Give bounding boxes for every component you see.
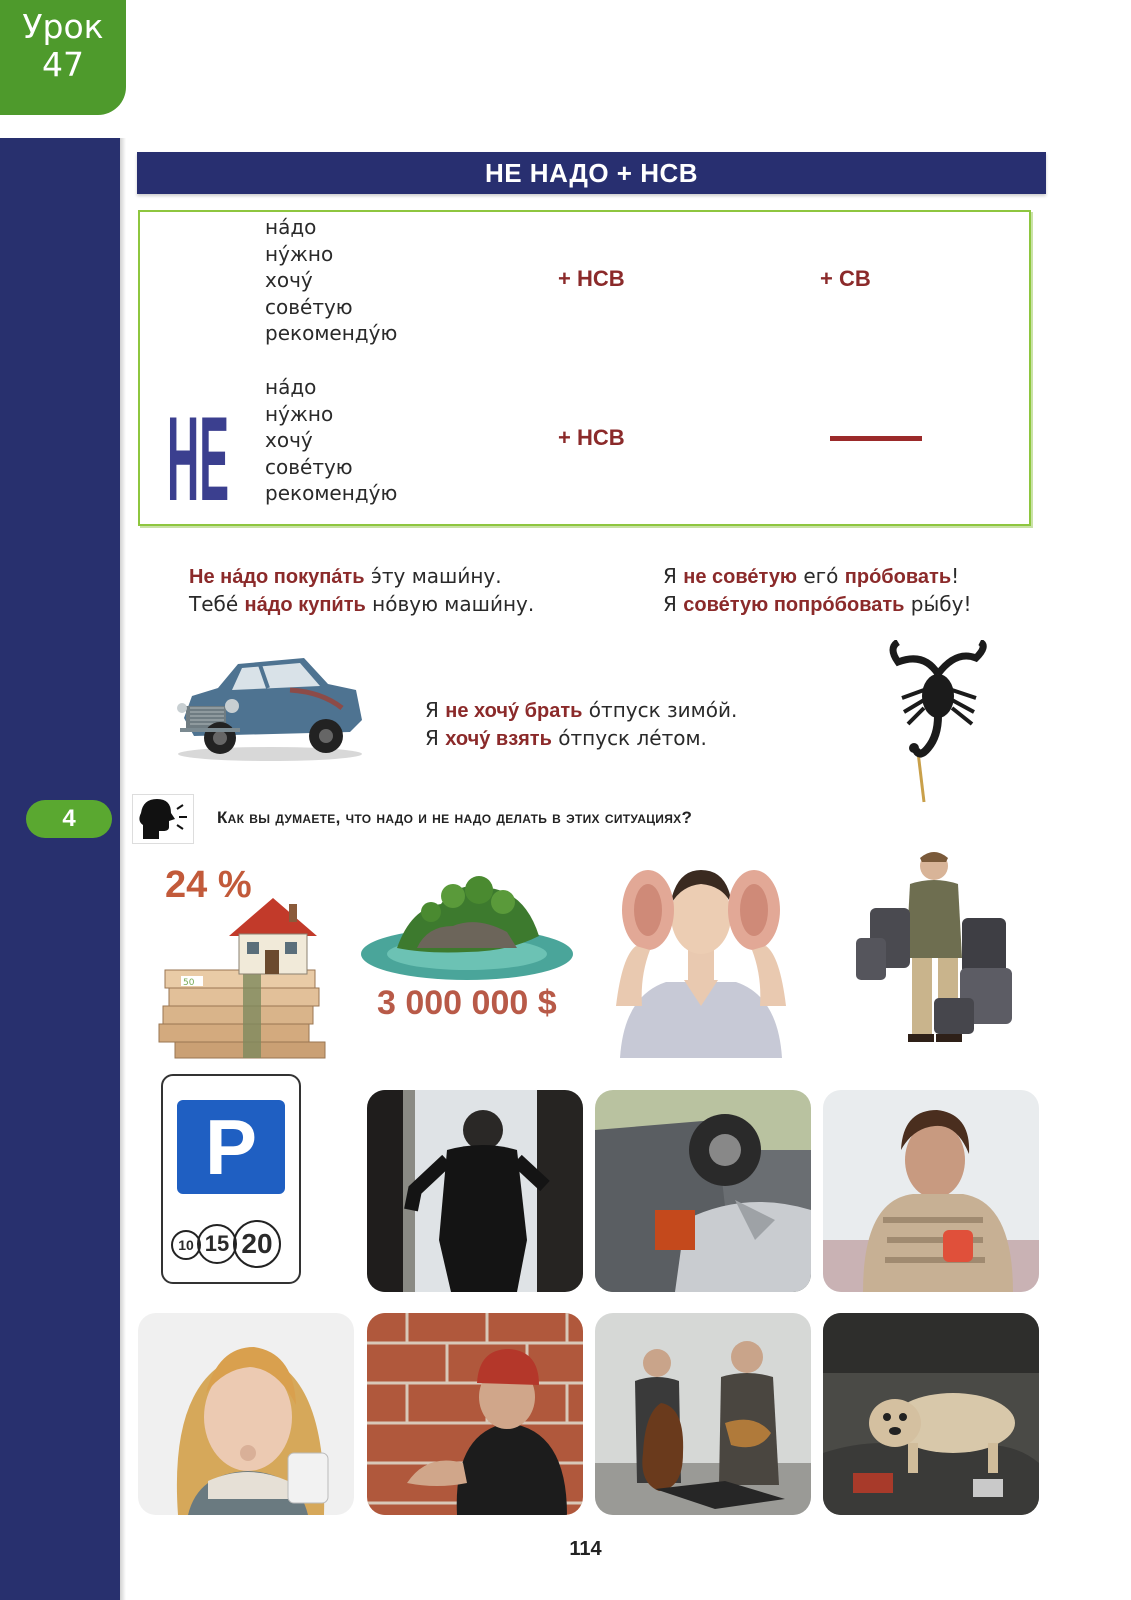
sidebar-stripe	[0, 138, 120, 1600]
mortgage-percent: 24 %	[165, 864, 252, 906]
cash-note-label: 50	[183, 978, 195, 988]
example-line	[189, 563, 534, 591]
lesson-tab	[0, 0, 126, 115]
traveler-with-bags-picture	[850, 848, 1022, 1062]
example-text: Я	[425, 698, 446, 722]
example-text: но́вую маши́ну.	[365, 592, 535, 616]
example-line	[663, 591, 971, 619]
verb-item: ну́жно	[265, 401, 334, 426]
house-on-money-illustration	[155, 884, 345, 1062]
example-text: Я	[663, 592, 684, 616]
verb-item: хочу́	[265, 268, 313, 292]
man-with-suitcases-illustration	[850, 848, 1022, 1062]
old-car-illustration	[172, 646, 368, 764]
woman-with-big-ears-illustration	[596, 846, 806, 1058]
example-scorpion	[663, 563, 971, 619]
example-highlight: про́бовать	[844, 566, 952, 588]
photo-cold-woman	[823, 1090, 1039, 1292]
verb-item: сове́тую	[265, 454, 353, 479]
rule-negative-nsv: + НСВ	[558, 425, 625, 450]
example-highlight: не сове́тую	[683, 566, 798, 588]
ne-glyph	[165, 382, 231, 506]
verb-item: сове́тую	[265, 294, 353, 319]
verb-item: ну́жно	[265, 241, 334, 266]
island-price: 3 000 000 $	[377, 984, 557, 1022]
rule-positive-sv: + СВ	[820, 266, 871, 291]
verb-item: на́до	[265, 375, 317, 399]
example-line	[425, 697, 737, 725]
photo-car-crash	[595, 1090, 811, 1292]
verb-list-positive	[265, 214, 397, 347]
big-ears-woman-picture	[596, 846, 806, 1058]
verb-list-negative	[265, 374, 397, 507]
verb-item: рекоменду́ю	[265, 481, 398, 505]
sidebar-shadow	[120, 138, 126, 1600]
example-text: Тебе́	[189, 592, 245, 616]
example-line	[663, 563, 971, 591]
mortgage-picture	[155, 854, 345, 1062]
example-text: !	[951, 564, 960, 588]
example-vacation	[425, 697, 737, 753]
verb-item: рекоменду́ю	[265, 321, 398, 345]
lesson-label: Урок	[22, 7, 104, 46]
example-line	[189, 591, 534, 619]
lesson-number: 47	[42, 45, 84, 84]
exercise-number: 4	[26, 800, 112, 838]
example-highlight: на́до купи́ть	[244, 594, 366, 616]
exercise-instruction: Как вы думаете, что надо и не надо делать в этих ситуациях?	[217, 808, 693, 827]
ne-label: НЕ	[167, 392, 229, 506]
fee-10: 10	[171, 1230, 201, 1260]
photo-street-musicians	[595, 1313, 811, 1515]
example-text: его́	[797, 564, 845, 588]
no-sv-dash	[830, 436, 922, 441]
parking-letter: P	[177, 1100, 285, 1194]
photo-locked-out	[367, 1090, 583, 1292]
example-text: Я	[425, 726, 446, 750]
photo-stray-dog	[823, 1313, 1039, 1515]
fee-20: 20	[233, 1220, 281, 1268]
example-text: о́тпуск зимо́й.	[582, 698, 738, 722]
photo-sick-woman	[138, 1313, 354, 1515]
example-highlight: сове́тую попро́бовать	[683, 594, 905, 616]
example-line	[425, 725, 737, 753]
grammar-table	[138, 210, 1031, 526]
example-car	[189, 563, 534, 619]
rule-positive-nsv: + НСВ	[558, 266, 625, 291]
photo-homeless-man	[367, 1313, 583, 1515]
example-highlight: не хочу́ брать	[445, 700, 583, 722]
page-number: 114	[569, 1538, 602, 1560]
example-text: ры́бу!	[904, 592, 972, 616]
verb-item: на́до	[265, 215, 317, 239]
example-text: э́ту маши́ну.	[364, 564, 502, 588]
section-title: НЕ НАДО + НСВ	[137, 152, 1046, 194]
island-picture	[357, 856, 577, 1046]
fee-15: 15	[197, 1224, 237, 1264]
island-illustration	[357, 856, 577, 986]
parking-sign-picture	[161, 1074, 301, 1284]
example-highlight: хочу́ взять	[445, 728, 552, 750]
speaking-icon	[132, 794, 194, 844]
example-text: о́тпуск ле́том.	[551, 726, 707, 750]
example-text: Я	[663, 564, 684, 588]
scorpion-on-stick-illustration	[880, 640, 1000, 806]
verb-item: хочу́	[265, 428, 313, 452]
parking-fees	[171, 1222, 295, 1266]
example-highlight: Не на́до покупа́ть	[189, 566, 365, 588]
ne-logo	[144, 374, 252, 514]
